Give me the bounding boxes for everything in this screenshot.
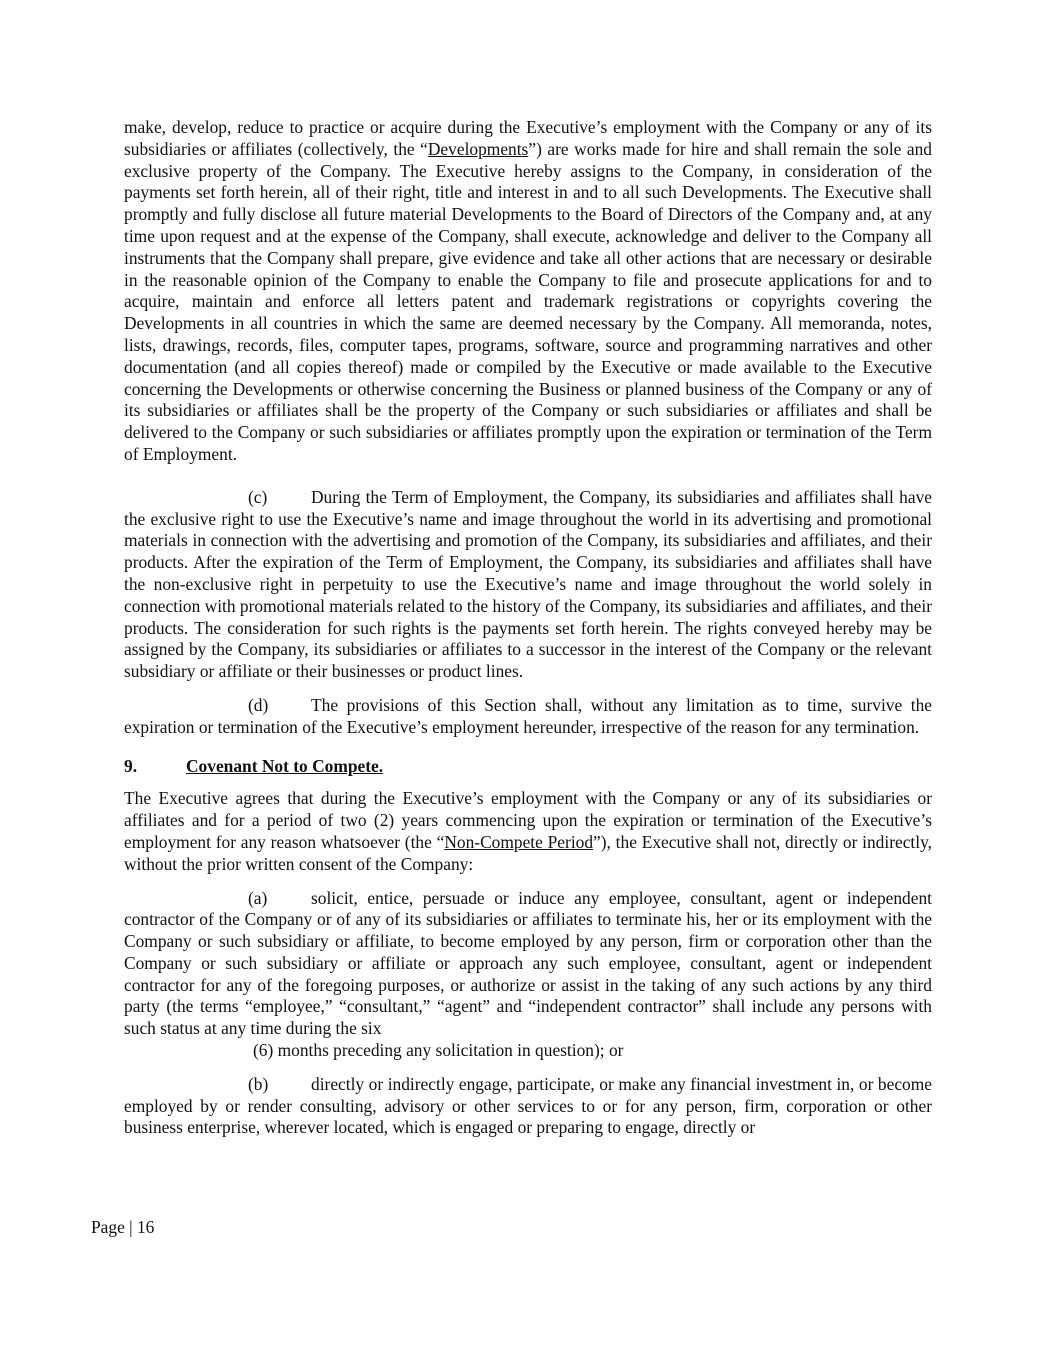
section-9-title: Covenant Not to Compete.: [186, 755, 384, 776]
paragraph-a: [124, 888, 932, 1041]
paragraph-d-label: (d): [248, 694, 269, 715]
non-compete-text-end: ”), the Executive shall not, directly or indirectly, without the prior written consent of the Company:: [124, 831, 932, 874]
paragraph-b-label: (b): [248, 1073, 269, 1094]
non-compete-defined-term: Non-Compete Period: [444, 831, 594, 852]
paragraph-d-text: The provisions of this Section shall, without any limitation as to time, survive the expiration or termination of the Executive’s employment hereunder, irrespective of the reason for any termination.: [124, 694, 932, 737]
paragraph-a-label: (a): [248, 887, 268, 908]
paragraph-d: [124, 695, 932, 739]
paragraph-c: [124, 487, 932, 683]
paragraph-a-continuation: (6) months preceding any solicitation in question); or: [253, 1040, 624, 1061]
page-body: [124, 117, 932, 1139]
paragraph-c-text: During the Term of Employment, the Company, its subsidiaries and affiliates shall have the exclusive right to use the Executive’s name and image throughout the world in its advertising and promotional materials in connection with the advertising and promotion of the Company, its subsidiaries and affiliates, and their products. After the expiration of the Term of Employment, the Company, its subsidiaries and affiliates shall have the non-exclusive right in perpetuity to use the Executive’s name and image throughout the world solely in connection with promotional materials related to the history of the Company, its subsidiaries and affiliates, and their products. The consideration for such rights is the payments set forth herein. The rights conveyed hereby may be assigned by the Company, its subsidiaries or affiliates to a successor in the interest of the Company or the relevant subsidiary or affiliate or their businesses or product lines.: [124, 486, 932, 682]
paragraph-a-text: solicit, entice, persuade or induce any employee, consultant, agent or independent contractor of the Company or of any of its subsidiaries or affiliates to terminate his, her or its employment with the Company or such subsidiary or affiliate, to become employed by any person, firm or corporation other than the Company or such subsidiary or affiliate or approach any such employee, consultant, agent or independent contractor for any of the foregoing purposes, or authorize or assist in the taking of any such actions by any third party (the terms “employee,” “consultant,” “agent” and “independent contractor” shall include any persons with such status at any time during the six: [124, 887, 932, 1039]
developments-paragraph: [124, 117, 932, 466]
developments-defined-term: Developments: [427, 138, 529, 159]
section-9-number: 9.: [124, 755, 138, 776]
non-compete-paragraph: [124, 788, 932, 875]
non-compete-text-start: The Executive agrees that during the Executive’s employment with the Company or any of its subsidiaries or affiliates and for a period of two (2) years commencing upon the expiration or termination of the Executive’s employment for any reason whatsoever (the “: [124, 788, 932, 852]
developments-text-end: ”) are works made for hire and shall remain the sole and exclusive property of the Company. The Executive hereby assigns to the Company, in consideration of the payments set forth herein, all of their right, title and interest in and to all such Developments. The Executive shall promptly and fully disclose all future material Developments to the Board of Directors of the Company and, at any time upon request and at the expense of the Company, shall execute, acknowledge and deliver to the Company all instruments that the Company shall prepare, give evidence and take all other actions that are necessary or desirable in the reasonable opinion of the Company to enable the Company to file and prosecute applications for and to acquire, maintain and enforce all letters patent and trademark registrations or copyrights covering the Developments in all countries in which the same are deemed necessary by the Company. All memoranda, notes, lists, drawings, records, files, computer tapes, programs, software, source and programming narratives and other documentation (and all copies thereof) made or compiled by the Executive or made available to the Executive concerning the Developments or otherwise concerning the Business or planned business of the Company or any of its subsidiaries or affiliates shall be the property of the Company or such subsidiaries or affiliates and shall be delivered to the Company or such subsidiaries or affiliates promptly upon the expiration or termination of the Term of Employment.: [124, 138, 933, 464]
section-9-heading: [124, 756, 932, 778]
paragraph-b-text: directly or indirectly engage, participate, or make any financial investment in, or become employed by or render consulting, advisory or other services to or for any person, firm, corporation or other business enterprise, wherever located, which is engaged or preparing to engage, directly or: [124, 1073, 932, 1138]
developments-text-start: make, develop, reduce to practice or acquire during the Executive’s employment with the Company or any of its subsidiaries or affiliates (collectively, the “: [124, 117, 932, 159]
paragraph-b: [124, 1074, 932, 1139]
page-number-footer: Page | 16: [91, 1217, 155, 1237]
paragraph-c-label: (c): [248, 486, 268, 507]
